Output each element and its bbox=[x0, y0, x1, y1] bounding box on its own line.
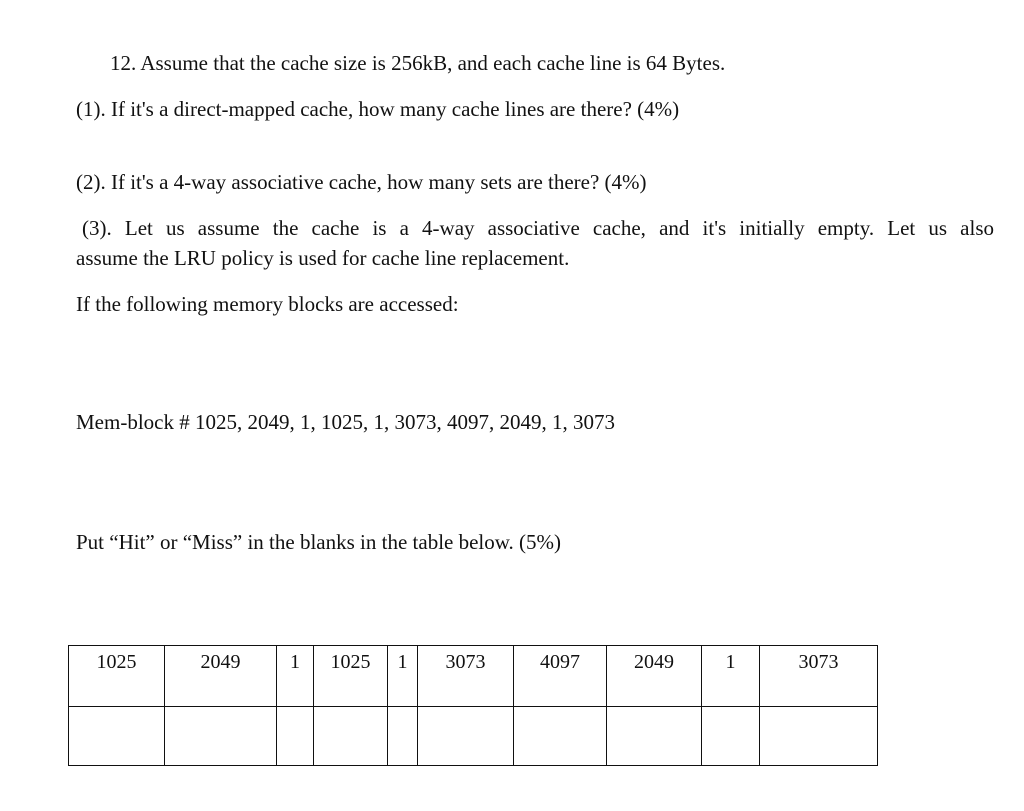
answer-row bbox=[69, 707, 878, 766]
answer-blank[interactable] bbox=[702, 707, 760, 766]
table-instruction: Put “Hit” or “Miss” in the blanks in the table below. (5%) bbox=[76, 530, 562, 554]
block-cell: 3073 bbox=[418, 646, 514, 707]
block-cell: 1 bbox=[277, 646, 314, 707]
block-cell: 1025 bbox=[69, 646, 165, 707]
block-cell: 1 bbox=[388, 646, 418, 707]
access-intro: If the following memory blocks are accessed: bbox=[76, 292, 459, 316]
question-part-3-line-2: assume the LRU policy is used for cache line replacement. bbox=[76, 246, 570, 270]
block-cell: 1 bbox=[702, 646, 760, 707]
mem-block-sequence: Mem-block # 1025, 2049, 1, 1025, 1, 3073, 4097, 2049, 1, 3073 bbox=[76, 410, 615, 434]
answer-blank[interactable] bbox=[760, 707, 878, 766]
block-cell: 1025 bbox=[314, 646, 388, 707]
answer-blank[interactable] bbox=[607, 707, 702, 766]
block-header-row bbox=[69, 646, 878, 707]
block-cell: 3073 bbox=[760, 646, 878, 707]
block-cell: 2049 bbox=[165, 646, 277, 707]
answer-blank[interactable] bbox=[514, 707, 607, 766]
answer-blank[interactable] bbox=[418, 707, 514, 766]
answer-blank[interactable] bbox=[165, 707, 277, 766]
question-part-1: (1). If it's a direct-mapped cache, how many cache lines are there? (4%) bbox=[76, 97, 680, 121]
answer-blank[interactable] bbox=[69, 707, 165, 766]
answer-blank[interactable] bbox=[314, 707, 388, 766]
block-cell: 4097 bbox=[514, 646, 607, 707]
question-title: 12. Assume that the cache size is 256kB, and each cache line is 64 Bytes. bbox=[110, 51, 726, 75]
answer-blank[interactable] bbox=[388, 707, 418, 766]
hit-miss-table bbox=[68, 645, 878, 766]
block-cell: 2049 bbox=[607, 646, 702, 707]
question-part-3-line-1: (3). Let us assume the cache is a 4-way associative cache, and it's initially empty. Let us also bbox=[82, 216, 994, 240]
answer-blank[interactable] bbox=[277, 707, 314, 766]
question-part-2: (2). If it's a 4-way associative cache, how many sets are there? (4%) bbox=[76, 170, 647, 194]
